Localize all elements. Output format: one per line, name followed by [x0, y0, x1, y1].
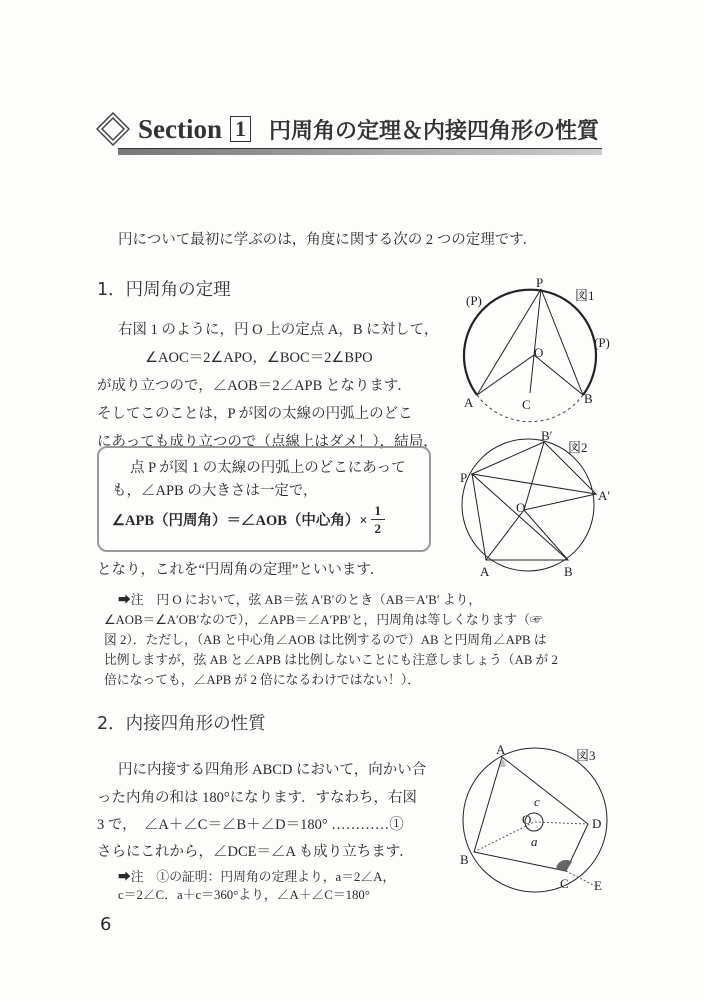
figure-label: 図3 — [576, 748, 596, 763]
heading-inscribed-angle: 1．円周角の定理 — [97, 280, 231, 300]
point-label: O — [522, 812, 532, 827]
point-label: E — [594, 878, 602, 893]
point-label: P — [460, 470, 468, 485]
note-line: ➡注 ①の証明：円周角の定理より，a＝2∠A， — [118, 870, 396, 884]
double-diamond-icon — [96, 112, 130, 146]
fraction-one-half — [371, 503, 385, 536]
point-label: O — [516, 500, 526, 515]
angle-label: c — [534, 794, 540, 809]
figure-1-inscribed-angle — [458, 275, 628, 425]
section-number: 1 — [230, 116, 251, 142]
paragraph-line: そしてこのことは，P が図の太線の円弧上のどこ — [97, 406, 413, 422]
page-number: 6 — [100, 914, 112, 935]
paragraph-line: 右図 1 のように，円 O 上の定点 A，B に対して， — [118, 322, 439, 338]
figure-2-equal-chords — [448, 430, 618, 580]
fraction-bar — [371, 519, 385, 520]
note-line: 図 2）．ただし，（AB と中心角∠AOB は比例するので）AB と円周角∠APB は — [104, 633, 547, 647]
theorem-formula: ∠APB（円周角）＝∠AOB（中心角）× — [112, 513, 368, 529]
point-label: B — [584, 391, 593, 406]
point-label: B — [460, 852, 469, 867]
intro-text: 円について最初に学ぶのは，角度に関する次の 2 つの定理です． — [118, 232, 538, 248]
fraction-denominator: 2 — [374, 521, 381, 536]
point-label: (P) — [594, 335, 610, 350]
paragraph-line: 円に内接する四角形 ABCD において，向かい合 — [118, 762, 427, 778]
point-label: A′ — [598, 488, 611, 503]
title-underline — [118, 149, 602, 155]
paragraph-line: が成り立つので，∠AOB＝2∠APB となります． — [97, 378, 412, 394]
figure-label: 図2 — [568, 440, 588, 455]
note-line: ➡注 円 O において，弦 AB＝弦 A′B′のとき（AB＝A′B′ より， — [118, 593, 482, 607]
section-title — [96, 112, 599, 146]
point-label: C — [522, 397, 531, 412]
point-label: O — [534, 345, 544, 360]
figure-3-cyclic-quadrilateral — [450, 740, 620, 900]
section-heading: 円周角の定理＆内接四角形の性質 — [269, 118, 600, 144]
point-label: D — [592, 816, 602, 831]
theorem-line: も，∠APB の大きさは一定で， — [112, 483, 318, 499]
note-line: 倍になっても，∠APB が 2 倍になるわけではない！）． — [104, 673, 421, 687]
note-line: ∠AOB＝∠A′OB′なので），∠APB＝∠A′PB′と，円周角は等しくなります（☞ — [104, 613, 543, 627]
point-label: A — [480, 564, 490, 579]
paragraph-line: ∠AOC＝2∠APO，∠BOC＝2∠BPO — [145, 350, 373, 366]
point-label: B′ — [541, 430, 553, 443]
paragraph-line: となり，これを“円周角の定理”といいます． — [97, 562, 385, 578]
theorem-formula-row — [112, 503, 385, 536]
section-word: Section — [138, 113, 222, 144]
point-label: C — [560, 876, 569, 891]
paragraph-line: にあっても成り立つので（点線上はダメ！），結局， — [97, 434, 438, 450]
note-line: c＝2∠C．a＋c＝360°より，∠A＋∠C＝180° — [118, 888, 370, 902]
paragraph-line: った内角の和は 180°になります．すなわち，右図 — [97, 790, 418, 806]
angle-label: a — [531, 834, 538, 849]
paragraph-line: 3 で， ∠A＋∠C＝∠B＋∠D＝180° …………① — [97, 817, 404, 833]
figure-label: 図1 — [575, 288, 595, 303]
heading-cyclic-quadrilateral: 2．内接四角形の性質 — [97, 714, 266, 734]
paragraph-line: さらにこれから，∠DCE＝∠A も成り立ちます． — [97, 844, 414, 860]
title-rule — [118, 148, 602, 149]
point-label: A — [464, 395, 474, 410]
point-label: P — [536, 275, 544, 290]
theorem-line: 点 P が図 1 の太線の円弧上のどこにあって — [130, 460, 406, 476]
note-line: 比例しますが，弦 AB と∠APB は比例しないことにも注意しましょう（AB が 2 — [104, 653, 558, 667]
point-label: A — [496, 742, 506, 757]
point-label: (P) — [466, 293, 482, 308]
fraction-numerator: 1 — [374, 503, 381, 518]
point-label: B — [564, 564, 573, 579]
